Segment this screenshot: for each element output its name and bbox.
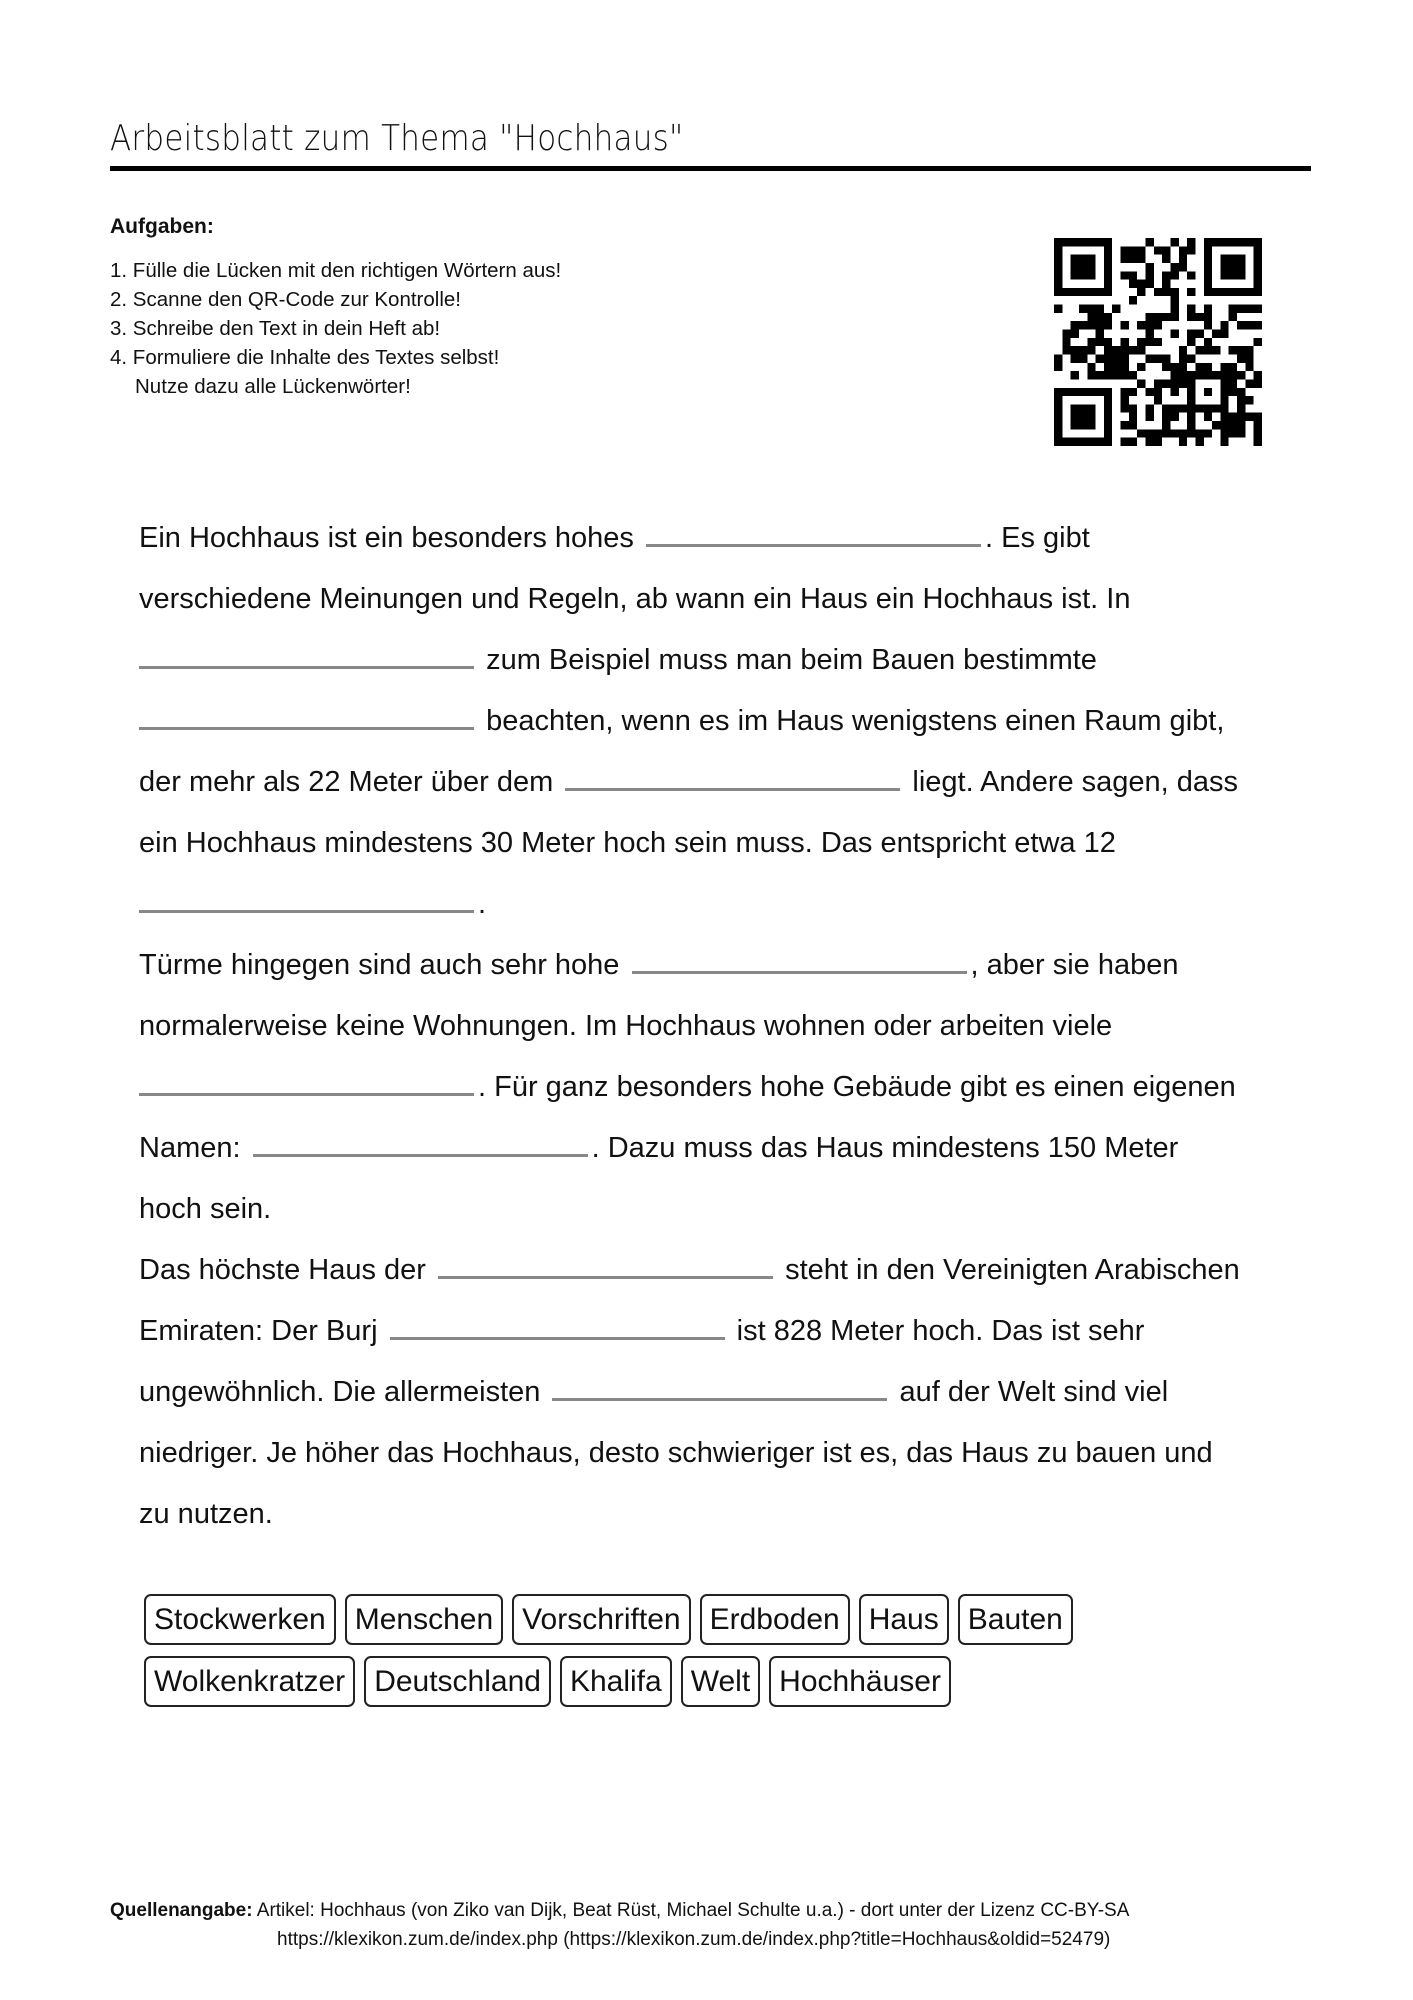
task-item: Nutze dazu alle Lückenwörter! [135,375,411,398]
source-url: https://klexikon.zum.de/index.php (https://klexikon.zum.de/index.php?title=Hochhaus&oldid=52479) [277,1929,1111,1950]
title-divider [110,166,1311,171]
blank-gap[interactable] [139,880,474,913]
text-segment: . Dazu muss das Haus mindestens 150 Meter [591,1132,1179,1164]
blank-gap[interactable] [552,1368,887,1401]
text-line [139,1240,1299,1301]
page-title: Arbeitsblatt zum Thema "Hochhaus" [110,118,684,159]
blank-gap[interactable] [139,1063,474,1096]
word-chip[interactable]: Hochhäuser [769,1656,951,1707]
text-segment: verschiedene Meinungen und Regeln, ab wann ein Haus ein Hochhaus ist. In [139,583,1131,615]
text-segment: ein Hochhaus mindestens 30 Meter hoch sein muss. Das entspricht etwa 12 [139,827,1116,859]
text-line [139,1118,1299,1179]
text-segment: niedriger. Je höher das Hochhaus, desto schwieriger ist es, das Haus zu bauen und [139,1437,1213,1469]
text-segment: ungewöhnlich. Die allermeisten [139,1376,541,1408]
source-text: Artikel: Hochhaus (von Ziko van Dijk, Beat Rüst, Michael Schulte u.a.) - dort unter der Lizenz CC-BY-SA [256,1900,1130,1921]
blank-gap[interactable] [253,1124,588,1157]
word-bank-row [144,1594,1244,1645]
blank-gap[interactable] [565,758,900,791]
blank-gap[interactable] [139,697,474,730]
text-line [139,630,1299,691]
text-segment: auf der Welt sind viel [899,1376,1169,1408]
blank-gap[interactable] [438,1246,773,1279]
task-list [110,256,561,401]
text-line [139,752,1299,813]
text-segment: Namen: [139,1132,241,1164]
text-line [139,569,1299,630]
word-chip[interactable]: Wolkenkratzer [144,1656,355,1707]
text-segment: zu nutzen. [139,1498,273,1530]
text-segment: Türme hingegen sind auch sehr hohe [139,949,620,981]
text-segment: . [478,888,487,920]
cloze-text [139,508,1299,1545]
text-line [139,1179,1299,1240]
word-chip[interactable]: Stockwerken [144,1594,336,1645]
qr-code-icon [1054,238,1262,446]
word-chip[interactable]: Vorschriften [512,1594,690,1645]
text-line [139,1484,1299,1545]
word-chip[interactable]: Deutschland [364,1656,551,1707]
text-segment: beachten, wenn es im Haus wenigstens einen Raum gibt, [486,705,1225,737]
text-segment: der mehr als 22 Meter über dem [139,766,554,798]
text-line [139,1301,1299,1362]
word-chip[interactable]: Erdboden [700,1594,850,1645]
word-chip[interactable]: Welt [681,1656,760,1707]
text-segment: liegt. Andere sagen, dass [912,766,1239,798]
text-segment: normalerweise keine Wohnungen. Im Hochhaus wohnen oder arbeiten viele [139,1010,1113,1042]
text-line [139,1362,1299,1423]
text-line [139,813,1299,874]
text-line [139,691,1299,752]
text-segment: , aber sie haben [970,949,1179,981]
task-item: 1. Fülle die Lücken mit den richtigen Wörtern aus! [110,259,562,282]
text-segment: . Es gibt [985,522,1090,554]
text-segment: ist 828 Meter hoch. Das ist sehr [736,1315,1145,1347]
task-item: 2. Scanne den QR-Code zur Kontrolle! [110,288,461,311]
text-line [139,935,1299,996]
text-line [139,508,1299,569]
text-segment: steht in den Vereinigten Arabischen [785,1254,1240,1286]
text-segment: Ein Hochhaus ist ein besonders hohes [139,522,634,554]
text-segment: hoch sein. [139,1193,272,1225]
text-line [139,1423,1299,1484]
word-bank-row [144,1656,1244,1707]
text-segment: Das höchste Haus der [139,1254,426,1286]
word-chip[interactable]: Menschen [345,1594,503,1645]
text-line [139,1057,1299,1118]
word-chip[interactable]: Bauten [958,1594,1073,1645]
text-line [139,996,1299,1057]
blank-gap[interactable] [632,941,967,974]
blank-gap[interactable] [390,1307,725,1340]
text-line [139,874,1299,935]
text-segment: . Für ganz besonders hohe Gebäude gibt es einen eigenen [478,1071,1236,1103]
text-segment: Emiraten: Der Burj [139,1315,378,1347]
blank-gap[interactable] [139,636,474,669]
text-segment: zum Beispiel muss man beim Bauen bestimmte [486,644,1097,676]
word-chip[interactable]: Khalifa [560,1656,672,1707]
task-item: 4. Formuliere die Inhalte des Textes selbst! [110,346,500,369]
word-bank [144,1594,1244,1718]
tasks-heading: Aufgaben: [110,215,214,238]
word-chip[interactable]: Haus [859,1594,949,1645]
task-item: 3. Schreibe den Text in dein Heft ab! [110,317,441,340]
source-label: Quellenangabe: [110,1900,253,1921]
blank-gap[interactable] [646,514,981,547]
source-citation [110,1896,1129,1954]
